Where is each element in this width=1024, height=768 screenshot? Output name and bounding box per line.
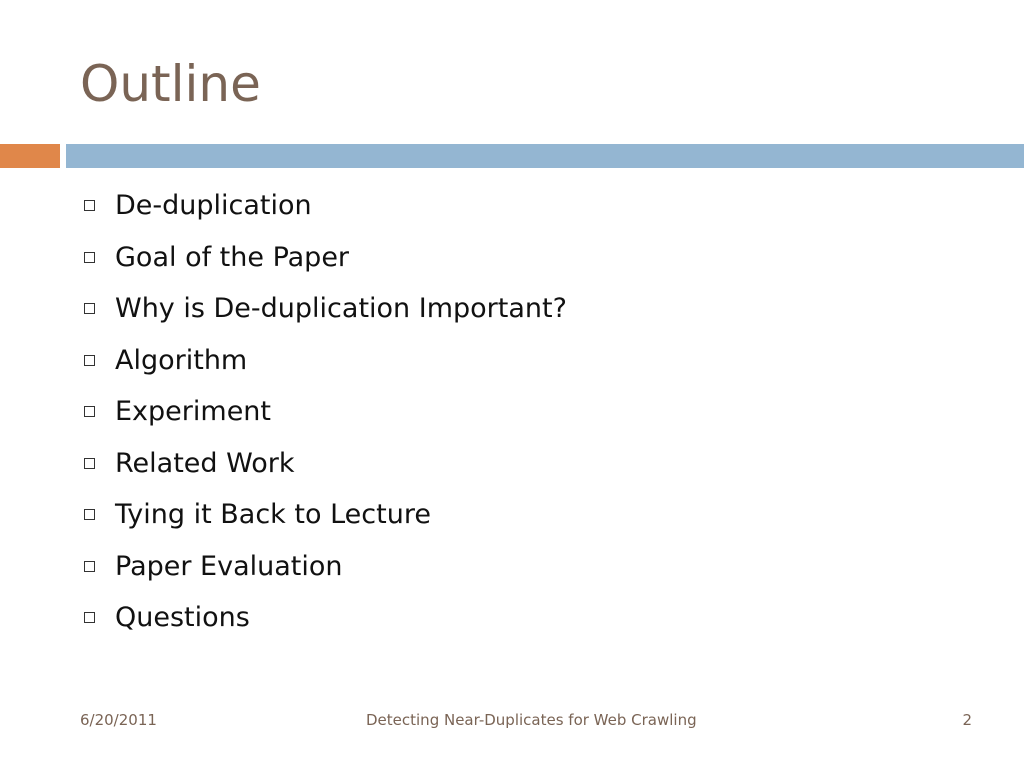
hollow-square-bullet-icon xyxy=(84,509,95,520)
hollow-square-bullet-icon xyxy=(84,200,95,211)
bullet-text: Experiment xyxy=(115,396,272,428)
list-item xyxy=(80,489,567,541)
bullet-text: Questions xyxy=(115,602,250,634)
hollow-square-bullet-icon xyxy=(84,612,95,623)
slide-title: Outline xyxy=(80,55,261,113)
bullet-text: Algorithm xyxy=(115,344,248,376)
hollow-square-bullet-icon xyxy=(84,303,95,314)
list-item xyxy=(80,335,567,387)
footer-date: 6/20/2011 xyxy=(80,711,157,729)
hollow-square-bullet-icon xyxy=(84,355,95,366)
list-item xyxy=(80,283,567,335)
list-item xyxy=(80,438,567,490)
title-accent-bar xyxy=(0,144,60,168)
bullet-text: De-duplication xyxy=(115,190,312,222)
footer-presentation-title: Detecting Near-Duplicates for Web Crawling xyxy=(366,711,697,729)
footer-page-number: 2 xyxy=(962,711,972,729)
bullet-text: Paper Evaluation xyxy=(115,550,343,582)
hollow-square-bullet-icon xyxy=(84,252,95,263)
list-item xyxy=(80,592,567,644)
bullet-list xyxy=(80,180,567,644)
bullet-text: Goal of the Paper xyxy=(115,241,350,273)
bullet-text: Why is De-duplication Important? xyxy=(115,293,567,325)
list-item xyxy=(80,180,567,232)
hollow-square-bullet-icon xyxy=(84,458,95,469)
list-item xyxy=(80,232,567,284)
hollow-square-bullet-icon xyxy=(84,406,95,417)
title-divider-bar xyxy=(66,144,1024,168)
bullet-text: Related Work xyxy=(115,447,295,479)
list-item xyxy=(80,386,567,438)
list-item xyxy=(80,541,567,593)
hollow-square-bullet-icon xyxy=(84,561,95,572)
bullet-text: Tying it Back to Lecture xyxy=(115,499,431,531)
